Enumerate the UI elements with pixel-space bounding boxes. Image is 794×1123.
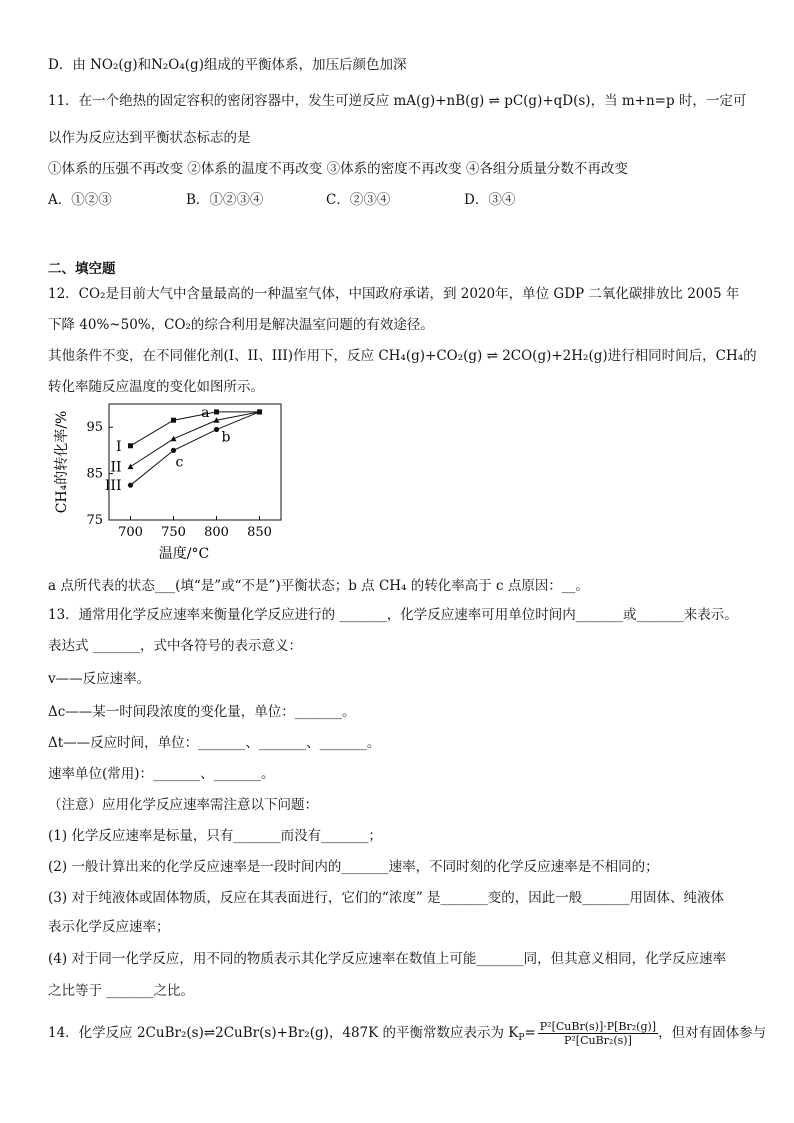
q13-line3: v——反应速率。 (48, 671, 151, 687)
q13-line13: 之比等于 _______之比。 (48, 983, 195, 999)
data-point-I (171, 418, 176, 423)
x-tick-label: 850 (247, 525, 272, 540)
x-tick-label: 700 (118, 525, 143, 540)
q14-numerator: P²[CuBr(s)]·P[Br₂(g)] (539, 1020, 657, 1033)
x-axis-label: 温度/°C (158, 546, 210, 562)
q13-line5: Δt——反应时间，单位：_______、_______、_______。 (48, 735, 381, 751)
q13-line9: (2) 一般计算出来的化学反应速率是一段时间内的_______速率，不同时刻的化学反应速率是不相同的； (48, 859, 659, 875)
q12-line2: 下降 40%~50%，CO₂的综合利用是解决温室问题的有效途径。 (48, 317, 434, 333)
q11-option-b: B．①②③④ (186, 192, 264, 208)
q11-option-c: C．②③④ (326, 192, 391, 208)
q13-line10: (3) 对于纯液体或固体物质，反应在其表面进行，它们的“浓度” 是_______变的，因此一般_______用固体、纯液体 (48, 890, 725, 906)
series-line-III (131, 412, 260, 485)
q12-line4: 转化率随反应温度的变化如图所示。 (48, 379, 264, 395)
y-tick-label: 95 (86, 420, 103, 436)
x-tick-label: 800 (204, 525, 229, 540)
q13-line6: 速率单位(常用)：_______、_______。 (48, 766, 275, 782)
q11-stem-line1: 11．在一个绝热的固定容积的密闭容器中，发生可逆反应 mA(g)+nB(g) ⇌ pC(g)+qD(s)，当 m+n=p 时，一定可 (48, 93, 747, 109)
x-tick-label: 750 (161, 525, 186, 540)
q14-equals: = (524, 1025, 536, 1041)
q14-denominator: P²[CuBr₂(s)] (563, 1034, 632, 1047)
y-tick-label: 85 (86, 466, 103, 482)
series-label-II: II (110, 459, 122, 476)
q11-stem-line2: 以作为反应达到平衡状态标志的是 (48, 130, 251, 146)
q14-kp-fraction (538, 1020, 658, 1047)
q13-line7: （注意）应用化学反应速率需注意以下问题： (48, 797, 318, 813)
point-annotation: a (201, 405, 210, 422)
q14-prefix: 14．化学反应 2CuBr₂(s)⇌2CuBr(s)+Br₂(g)，487K 的平衡常数应表示为 K (48, 1025, 519, 1041)
q12-question: a 点所代表的状态___(填“是”或“不是”)平衡状态；b 点 CH₄ 的转化率高于 c 点原因：__。 (48, 578, 589, 594)
point-annotation: c (175, 454, 184, 471)
q14-line1 (48, 1020, 766, 1047)
data-point-III (214, 427, 219, 432)
series-line-I (131, 412, 260, 446)
q10-option-d: D．由 NO₂(g)和N₂O₄(g)组成的平衡体系，加压后颜色加深 (48, 57, 407, 73)
plot-frame (109, 404, 281, 520)
q14-suffix: ，但对有固体参与 (658, 1025, 767, 1041)
section-title: 二、填空题 (48, 261, 116, 277)
series-label-I: I (115, 438, 122, 455)
y-axis-label: CH₄的转化率/% (54, 410, 70, 514)
q12-line3: 其他条件不变，在不同催化剂(I、II、III)作用下，反应 CH₄(g)+CO₂(g) ⇌ 2CO(g)+2H₂(g)进行相同时间后，CH₄的 (48, 348, 757, 364)
data-point-II (128, 464, 134, 470)
data-point-III (171, 448, 176, 453)
data-point-I (128, 443, 133, 448)
q13-line11: 表示化学反应速率； (48, 919, 170, 935)
y-tick-label: 75 (86, 513, 103, 528)
data-point-III (128, 483, 133, 488)
q11-statements: ①体系的压强不再改变 ②体系的温度不再改变 ③体系的密度不再改变 ④各组分质量分数不再改变 (48, 161, 628, 177)
q13-line12: (4) 对于同一化学反应，用不同的物质表示其化学反应速率在数值上可能_______同，但其意义相同，化学反应速率 (48, 951, 727, 967)
ch4-conversion-chart (44, 398, 294, 568)
point-annotation: b (221, 429, 231, 446)
q13-line8: (1) 化学反应速率是标量，只有_______而没有_______； (48, 828, 382, 844)
q13-line1: 13．通常用化学反应速率来衡量化学反应进行的 _______，化学反应速率可用单位时间内_______或_______来表示。 (48, 607, 738, 623)
data-point-II (171, 436, 177, 442)
q11-option-d: D．③④ (464, 192, 516, 208)
q14-kp-sub: P (518, 1033, 525, 1043)
data-point-I (214, 409, 219, 414)
q12-line1: 12．CO₂是目前大气中含量最高的一种温室气体，中国政府承诺，到 2020年，单位 GDP 二氧化碳排放比 2005 年 (48, 286, 740, 302)
q11-option-a: A．①②③ (48, 192, 112, 208)
q13-line2: 表达式 _______，式中各符号的表示意义： (48, 638, 303, 654)
q13-line4: Δc——某一时间段浓度的变化量，单位：_______。 (48, 704, 356, 720)
series-label-III: III (104, 478, 122, 495)
data-point-III (257, 409, 262, 414)
